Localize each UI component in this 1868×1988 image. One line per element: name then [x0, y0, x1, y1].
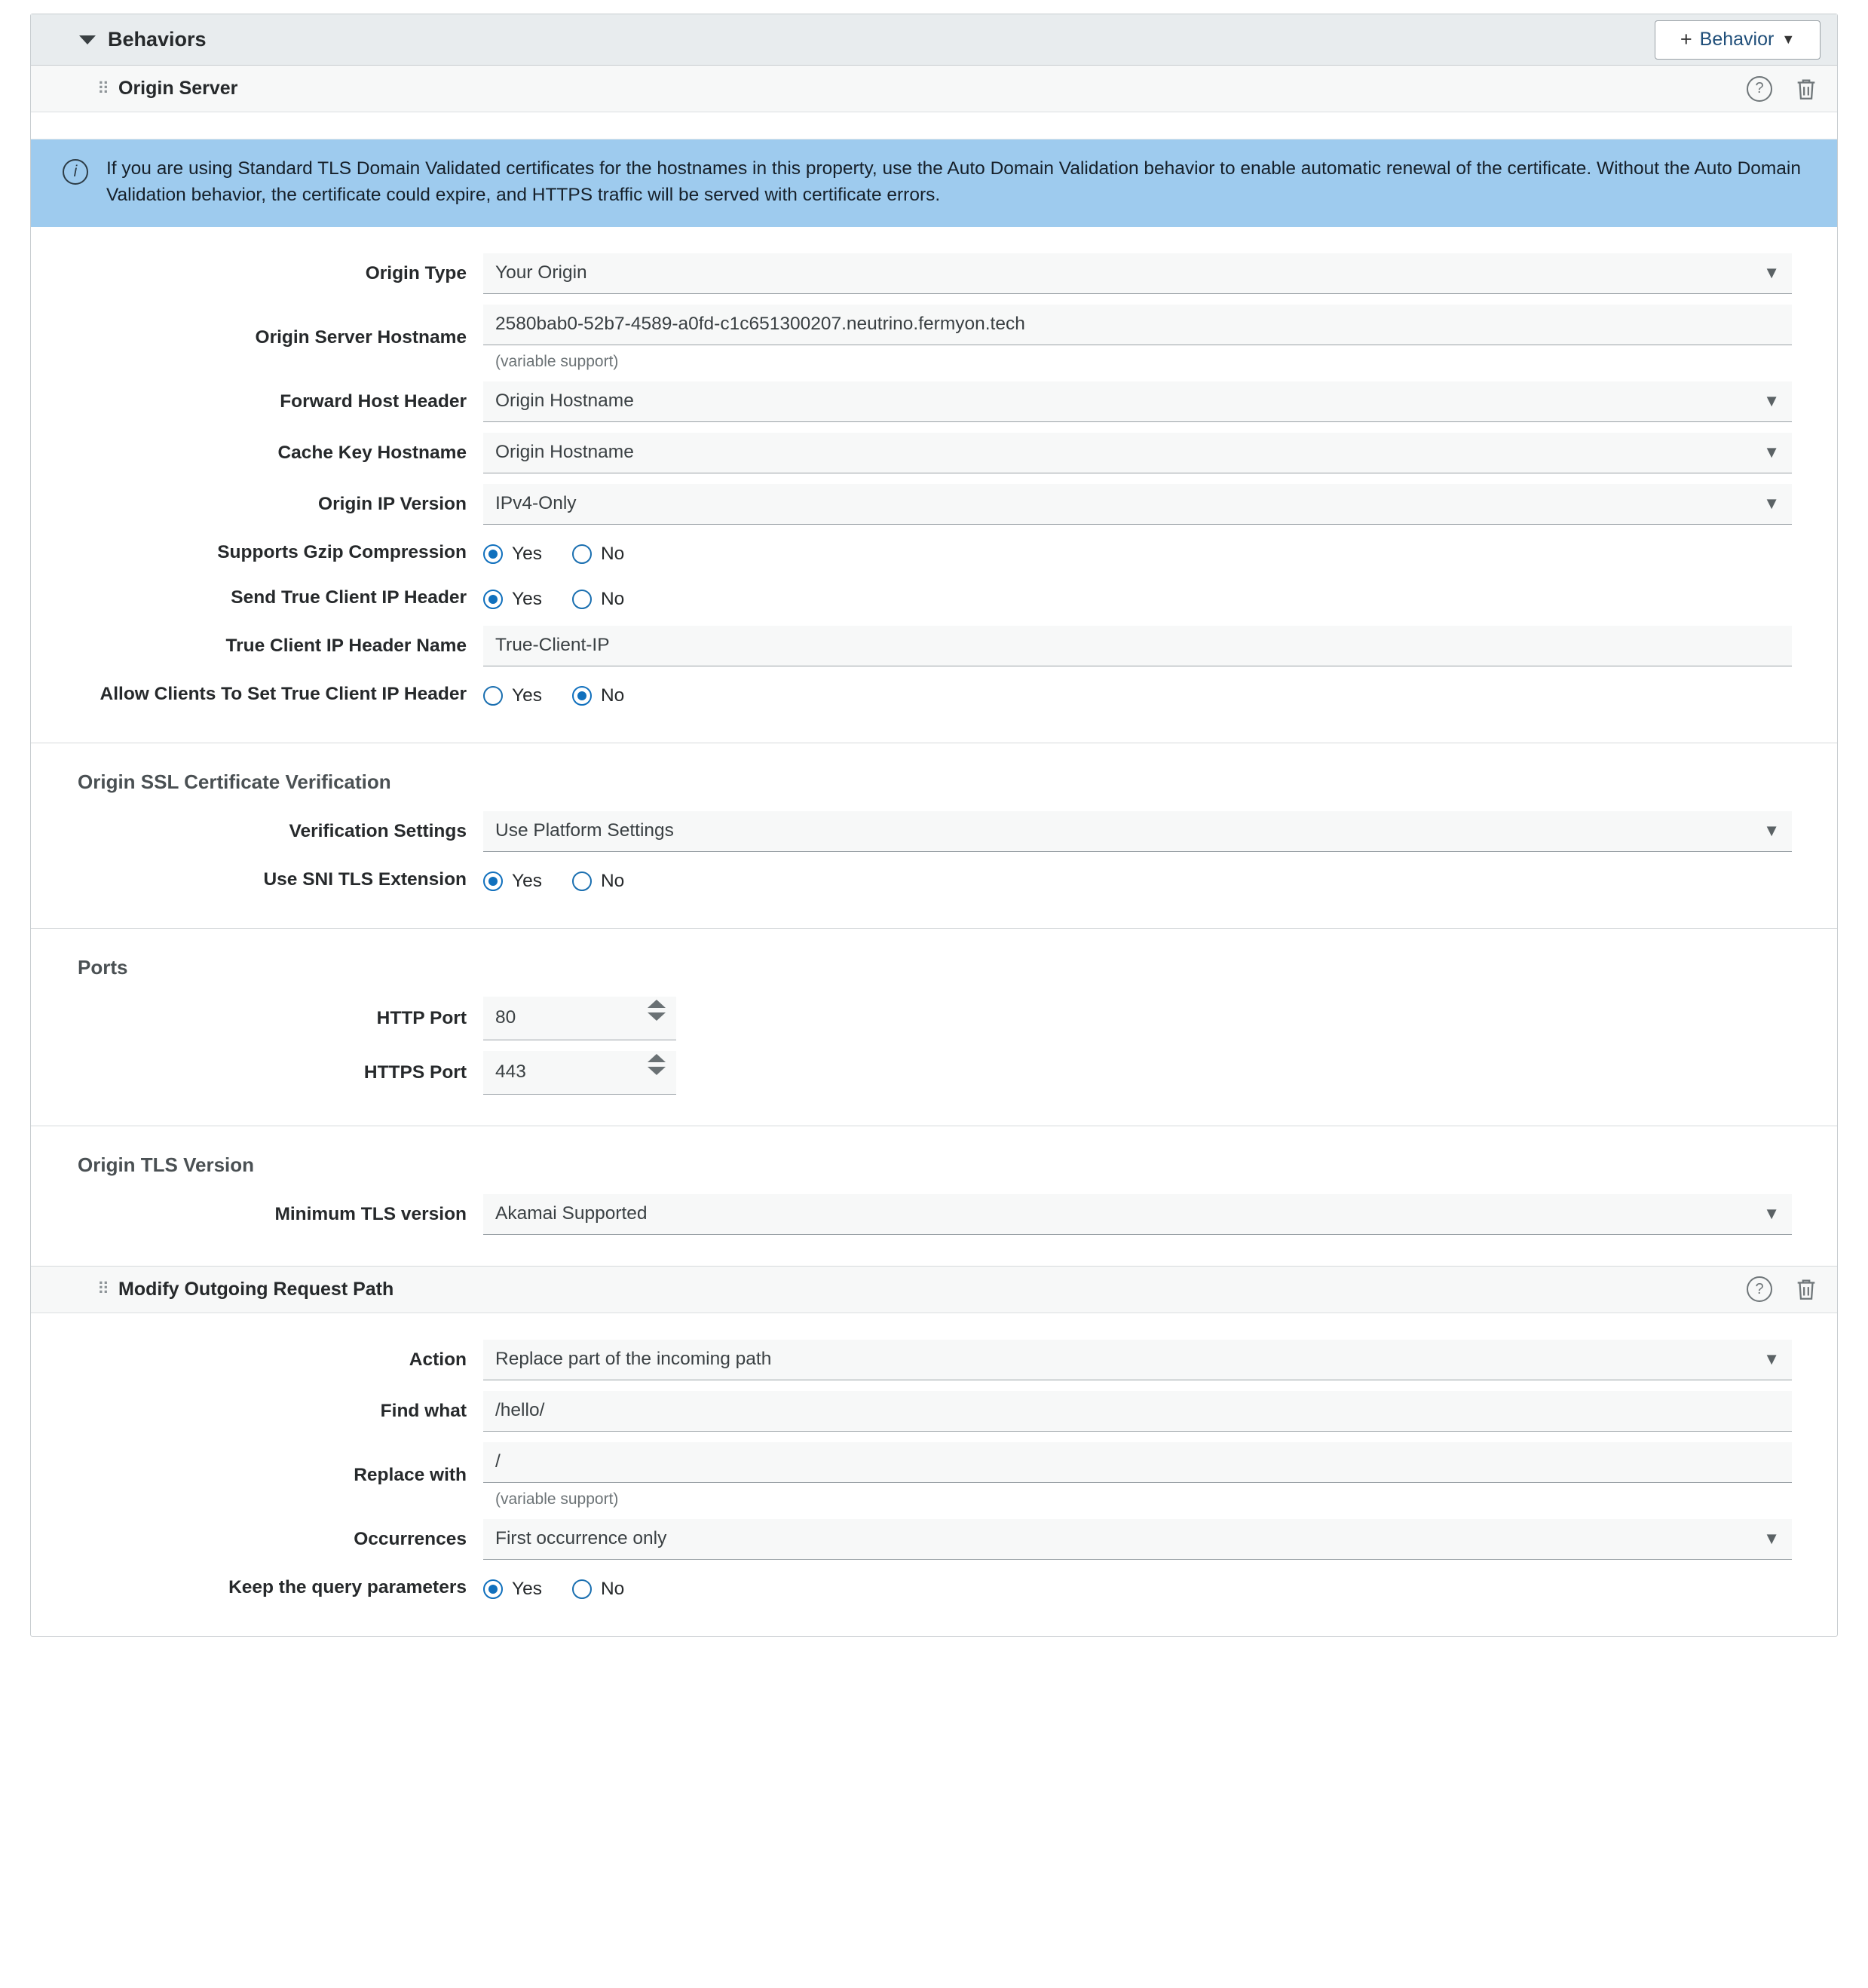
stepper-down-icon[interactable] [648, 1067, 666, 1075]
row-cache-key-hostname [31, 427, 1837, 479]
keep-query-radio-group [483, 1576, 1792, 1600]
min-tls-select[interactable] [483, 1194, 1792, 1235]
verification-settings-field [483, 811, 1837, 852]
forward-host-header-value: Origin Hostname [495, 391, 634, 412]
replace-with-input[interactable]: / [483, 1442, 1792, 1483]
row-origin-type [31, 248, 1837, 299]
keep-query-no[interactable]: No [572, 1579, 624, 1600]
forward-host-header-label: Forward Host Header [280, 391, 467, 412]
plus-icon: + [1680, 28, 1692, 51]
origin-type-label: Origin Type [365, 262, 467, 283]
action-label: Action [409, 1349, 467, 1370]
stepper-up-icon[interactable] [648, 1000, 666, 1008]
page-title: Behaviors [108, 28, 207, 51]
occurrences-field [483, 1519, 1837, 1560]
use-sni-label: Use SNI TLS Extension [263, 868, 467, 890]
verification-settings-label: Verification Settings [289, 820, 467, 841]
origin-ip-version-field [483, 484, 1837, 525]
allow-clients-true-client-ip-yes[interactable]: Yes [483, 685, 542, 706]
origin-ssl-section [31, 743, 1837, 929]
use-sni-field [483, 868, 1837, 892]
radio-icon [572, 686, 592, 706]
radio-icon [483, 871, 503, 891]
chevron-down-icon: ▼ [1763, 1204, 1780, 1224]
radio-icon [572, 544, 592, 564]
trash-icon[interactable] [1793, 1276, 1819, 1302]
true-client-ip-header-name-input[interactable]: True-Client-IP [483, 626, 1792, 666]
row-send-true-client-ip [31, 575, 1837, 620]
radio-icon [572, 590, 592, 609]
row-action [31, 1334, 1837, 1386]
allow-clients-true-client-ip-field [483, 682, 1837, 706]
keep-query-yes[interactable]: Yes [483, 1579, 542, 1600]
forward-host-header-select[interactable] [483, 381, 1792, 422]
chevron-down-icon: ▼ [1763, 443, 1780, 462]
http-port-value: 80 [495, 1007, 516, 1028]
occurrences-value: First occurrence only [495, 1528, 667, 1549]
radio-icon [483, 686, 503, 706]
cache-key-hostname-value: Origin Hostname [495, 442, 634, 463]
behavior-spacer-row [31, 112, 1837, 139]
origin-ip-version-label: Origin IP Version [318, 493, 467, 514]
supports-gzip-yes[interactable]: Yes [483, 544, 542, 565]
action-value: Replace part of the incoming path [495, 1349, 772, 1370]
radio-icon [483, 544, 503, 564]
use-sni-radio-group [483, 868, 1792, 892]
row-min-tls [31, 1189, 1837, 1240]
chevron-down-icon: ▼ [1763, 821, 1780, 841]
behaviors-panel [30, 14, 1838, 1637]
forward-host-header-field [483, 381, 1837, 422]
behavior-name: Origin Server [118, 78, 238, 99]
https-port-field [483, 1051, 1837, 1095]
action-field [483, 1340, 1837, 1380]
verification-settings-value: Use Platform Settings [495, 820, 674, 841]
http-port-stepper[interactable] [483, 997, 676, 1040]
origin-hostname-input[interactable]: 2580bab0-52b7-4589-a0fd-c1c651300207.neutrino.fermyon.tech [483, 305, 1792, 345]
https-port-value: 443 [495, 1061, 526, 1083]
send-true-client-ip-yes[interactable]: Yes [483, 589, 542, 610]
row-occurrences [31, 1514, 1837, 1565]
ports-section [31, 929, 1837, 1126]
true-client-ip-header-name-label: True Client IP Header Name [225, 635, 467, 656]
info-banner [31, 139, 1837, 227]
trash-icon[interactable] [1793, 76, 1819, 102]
behavior-header-origin-server[interactable] [31, 66, 1837, 112]
row-origin-hostname [31, 299, 1837, 376]
add-behavior-label: Behavior [1699, 29, 1775, 50]
drag-handle-icon[interactable]: ⠿ [97, 78, 109, 98]
replace-with-label: Replace with [354, 1464, 467, 1485]
allow-clients-true-client-ip-no[interactable]: No [572, 685, 624, 706]
origin-tls-section [31, 1126, 1837, 1267]
row-find-what [31, 1386, 1837, 1437]
occurrences-label: Occurrences [354, 1528, 467, 1549]
chevron-down-icon: ▼ [1763, 1349, 1780, 1369]
info-banner-text: If you are using Standard TLS Domain Validated certificates for the hostnames in this property, use the Auto Domain Validation behavior to enable automatic renewal of the certificate. Without the Auto Domain Validation behavior, the certificate could expire, and HTTPS traffic will be served with certificate errors. [106, 158, 1801, 205]
send-true-client-ip-radio-group [483, 586, 1792, 610]
radio-icon [483, 1579, 503, 1599]
add-behavior-button[interactable] [1655, 20, 1821, 60]
row-http-port [31, 991, 1837, 1046]
https-port-stepper[interactable] [483, 1051, 676, 1095]
drag-handle-icon[interactable]: ⠿ [97, 1279, 109, 1299]
verification-settings-select[interactable] [483, 811, 1792, 852]
behavior-header-modify-outgoing-request-path[interactable] [31, 1267, 1837, 1313]
modify-outgoing-request-path-fields [31, 1313, 1837, 1636]
origin-ip-version-select[interactable] [483, 484, 1792, 525]
supports-gzip-no[interactable]: No [572, 544, 624, 565]
cache-key-hostname-select[interactable] [483, 433, 1792, 473]
origin-type-select[interactable] [483, 253, 1792, 294]
origin-server-fields [31, 227, 1837, 743]
find-what-field [483, 1391, 1837, 1432]
allow-clients-true-client-ip-label: Allow Clients To Set True Client IP Header [100, 683, 467, 704]
row-verification-settings [31, 806, 1837, 857]
info-icon: i [63, 159, 88, 185]
behaviors-header [31, 14, 1837, 66]
collapse-caret-icon[interactable] [79, 35, 96, 44]
row-keep-query [31, 1565, 1837, 1610]
min-tls-value: Akamai Supported [495, 1203, 648, 1224]
row-supports-gzip [31, 530, 1837, 575]
radio-icon [572, 871, 592, 891]
replace-with-field [483, 1442, 1837, 1509]
supports-gzip-label: Supports Gzip Compression [217, 541, 467, 562]
stepper-down-icon[interactable] [648, 1012, 666, 1021]
origin-tls-section-title: Origin TLS Version [78, 1153, 255, 1176]
help-icon[interactable]: ? [1747, 76, 1772, 102]
find-what-input[interactable]: /hello/ [483, 1391, 1792, 1432]
row-replace-with [31, 1437, 1837, 1514]
ports-section-title: Ports [78, 955, 128, 979]
origin-ssl-section-title: Origin SSL Certificate Verification [78, 770, 391, 793]
origin-type-field [483, 253, 1837, 294]
origin-hostname-hint: (variable support) [495, 352, 619, 370]
chevron-down-icon: ▼ [1763, 391, 1780, 411]
supports-gzip-field [483, 541, 1837, 565]
row-forward-host-header [31, 376, 1837, 427]
stepper-arrows [648, 1000, 666, 1021]
chevron-down-icon: ▼ [1763, 1529, 1780, 1548]
row-allow-clients-true-client-ip [31, 672, 1837, 717]
chevron-down-icon: ▼ [1763, 263, 1780, 283]
true-client-ip-header-name-field [483, 626, 1837, 666]
http-port-field [483, 997, 1837, 1040]
stepper-arrows [648, 1054, 666, 1075]
row-use-sni [31, 857, 1837, 902]
cache-key-hostname-label: Cache Key Hostname [277, 442, 467, 463]
min-tls-field [483, 1194, 1837, 1235]
origin-hostname-field [483, 305, 1837, 371]
send-true-client-ip-no[interactable]: No [572, 589, 624, 610]
cache-key-hostname-field [483, 433, 1837, 473]
radio-icon [572, 1579, 592, 1599]
use-sni-yes[interactable]: Yes [483, 871, 542, 892]
find-what-label: Find what [380, 1400, 467, 1421]
row-true-client-ip-header-name [31, 620, 1837, 672]
origin-type-value: Your Origin [495, 262, 587, 283]
origin-ip-version-value: IPv4-Only [495, 493, 577, 514]
stepper-up-icon[interactable] [648, 1054, 666, 1062]
use-sni-no[interactable]: No [572, 871, 624, 892]
chevron-down-icon: ▼ [1781, 32, 1796, 47]
help-icon[interactable]: ? [1747, 1276, 1772, 1302]
keep-query-field [483, 1576, 1837, 1600]
http-port-label: HTTP Port [376, 1007, 467, 1028]
behavior-name: Modify Outgoing Request Path [118, 1278, 394, 1300]
allow-clients-true-client-ip-radio-group [483, 682, 1792, 706]
send-true-client-ip-label: Send True Client IP Header [231, 587, 467, 608]
action-select[interactable] [483, 1340, 1792, 1380]
min-tls-label: Minimum TLS version [274, 1203, 467, 1224]
replace-with-hint: (variable support) [495, 1490, 619, 1508]
row-origin-ip-version [31, 479, 1837, 530]
https-port-label: HTTPS Port [363, 1061, 467, 1083]
chevron-down-icon: ▼ [1763, 494, 1780, 513]
row-https-port [31, 1046, 1837, 1100]
keep-query-label: Keep the query parameters [228, 1576, 467, 1597]
supports-gzip-radio-group [483, 541, 1792, 565]
radio-icon [483, 590, 503, 609]
send-true-client-ip-field [483, 586, 1837, 610]
occurrences-select[interactable] [483, 1519, 1792, 1560]
origin-hostname-label: Origin Server Hostname [255, 326, 467, 348]
